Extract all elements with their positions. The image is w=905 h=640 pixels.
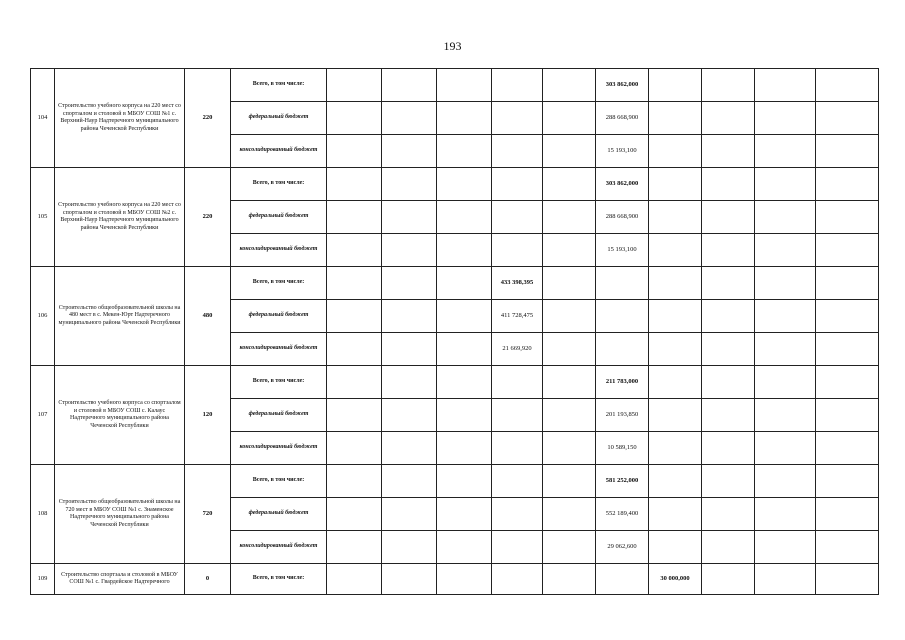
row-number: 108 [31,465,55,564]
empty-cell [382,432,437,465]
amount-cell [492,234,543,267]
empty-cell [543,432,596,465]
empty-cell [543,234,596,267]
amount-cell [492,399,543,432]
amount-cell [492,201,543,234]
empty-cell [816,168,879,201]
amount-cell: 552 189,400 [596,498,649,531]
empty-cell [327,168,382,201]
amount-cell: 10 589,150 [596,432,649,465]
empty-cell [816,465,879,498]
amount-cell [596,267,649,300]
amount-cell [649,102,702,135]
empty-cell [437,201,492,234]
amount-cell [596,300,649,333]
empty-cell [755,102,816,135]
empty-cell [816,135,879,168]
empty-cell [596,564,649,595]
empty-cell [816,366,879,399]
empty-cell [543,531,596,564]
empty-cell [543,333,596,366]
amount-cell [492,102,543,135]
amount-cell [492,498,543,531]
amount-cell: 29 062,600 [596,531,649,564]
empty-cell [702,465,755,498]
empty-cell [382,399,437,432]
empty-cell [327,333,382,366]
empty-cell [437,234,492,267]
amount-cell: 303 862,000 [596,168,649,201]
empty-cell [543,168,596,201]
table-row [31,69,879,102]
amount-cell: 433 398,395 [492,267,543,300]
empty-cell [382,465,437,498]
empty-cell [543,564,596,595]
funding-total-label: Всего, в том числе: [231,267,327,300]
empty-cell [382,333,437,366]
funding-source-label: консолидированный бюджет [231,234,327,267]
amount-cell [649,498,702,531]
funding-total-label: Всего, в том числе: [231,465,327,498]
empty-cell [702,432,755,465]
capacity: 0 [185,564,231,595]
funding-source-label: федеральный бюджет [231,399,327,432]
funding-total-label: Всего, в том числе: [231,69,327,102]
amount-cell [649,135,702,168]
table-row [31,267,879,300]
object-name: Строительство спортзала и столовой в МБОУ СОШ №1 с. Гвардейское Надтеречного [55,564,185,595]
empty-cell [702,168,755,201]
empty-cell [327,399,382,432]
page-number: 193 [443,39,462,53]
empty-cell [755,465,816,498]
empty-cell [702,399,755,432]
amount-cell: 581 252,000 [596,465,649,498]
amount-cell [649,234,702,267]
empty-cell [382,564,437,595]
amount-cell: 211 783,000 [596,366,649,399]
empty-cell [327,564,382,595]
amount-cell [649,366,702,399]
amount-cell: 303 862,000 [596,69,649,102]
empty-cell [543,135,596,168]
funding-source-label: федеральный бюджет [231,300,327,333]
empty-cell [543,69,596,102]
empty-cell [437,300,492,333]
empty-cell [437,135,492,168]
table-row [31,366,879,399]
empty-cell [755,564,816,595]
capacity: 220 [185,69,231,168]
empty-cell [702,333,755,366]
empty-cell [755,333,816,366]
capacity: 720 [185,465,231,564]
amount-cell [649,300,702,333]
amount-cell [492,366,543,399]
empty-cell [755,69,816,102]
empty-cell [382,135,437,168]
empty-cell [702,102,755,135]
empty-cell [492,564,543,595]
amount-cell [649,168,702,201]
empty-cell [702,69,755,102]
amount-cell: 21 669,920 [492,333,543,366]
empty-cell [755,135,816,168]
empty-cell [755,531,816,564]
empty-cell [437,399,492,432]
empty-cell [816,102,879,135]
amount-cell: 201 193,850 [596,399,649,432]
amount-cell [649,465,702,498]
empty-cell [327,201,382,234]
empty-cell [755,432,816,465]
empty-cell [755,201,816,234]
empty-cell [816,498,879,531]
empty-cell [382,531,437,564]
empty-cell [543,465,596,498]
object-name: Строительство учебного корпуса на 220 мест со спортзалом и столовой в МБОУ СОШ №1 с. Верхний-Наур Надтеречного муниципального района Чеченской Республики [55,69,185,168]
funding-total-label: Всего, в том числе: [231,168,327,201]
empty-cell [816,201,879,234]
empty-cell [543,102,596,135]
empty-cell [816,564,879,595]
empty-cell [702,267,755,300]
empty-cell [543,399,596,432]
empty-cell [382,267,437,300]
empty-cell [382,69,437,102]
amount-cell [492,432,543,465]
row-number: 109 [31,564,55,595]
capacity: 480 [185,267,231,366]
funding-total-label: Всего, в том числе: [231,564,327,595]
empty-cell [702,366,755,399]
empty-cell [816,531,879,564]
empty-cell [702,234,755,267]
empty-cell [437,102,492,135]
empty-cell [382,168,437,201]
empty-cell [755,366,816,399]
capacity: 120 [185,366,231,465]
amount-cell [649,69,702,102]
empty-cell [382,498,437,531]
empty-cell [327,102,382,135]
table-row [31,465,879,498]
amount-cell [649,201,702,234]
empty-cell [327,135,382,168]
empty-cell [382,201,437,234]
amount-cell: 288 668,900 [596,102,649,135]
empty-cell [437,168,492,201]
empty-cell [702,564,755,595]
empty-cell [382,366,437,399]
budget-table [30,68,879,595]
empty-cell [755,267,816,300]
row-number: 105 [31,168,55,267]
empty-cell [327,531,382,564]
amount-cell: 15 193,100 [596,135,649,168]
table-row [31,168,879,201]
funding-source-label: федеральный бюджет [231,102,327,135]
empty-cell [437,267,492,300]
amount-cell: 288 668,900 [596,201,649,234]
row-number: 106 [31,267,55,366]
empty-cell [755,399,816,432]
empty-cell [327,300,382,333]
empty-cell [702,531,755,564]
empty-cell [437,465,492,498]
empty-cell [437,432,492,465]
object-name: Строительство учебного корпуса со спортзалом и столовой в МБОУ СОШ с. Калаус Надтеречного муниципального района Чеченской Республики [55,366,185,465]
empty-cell [437,69,492,102]
empty-cell [437,333,492,366]
empty-cell [543,366,596,399]
funding-source-label: консолидированный бюджет [231,333,327,366]
amount-cell [649,432,702,465]
object-name: Строительство учебного корпуса на 220 мест со спортзалом и столовой в МБОУ СОШ №2 с. Верхний-Наур Надтеречного муниципального района Чеченской Республики [55,168,185,267]
object-name: Строительство общеобразовательной школы на 720 мест в МБОУ СОШ №1 с. Знаменское Надтеречного муниципального района Чеченской Республики [55,465,185,564]
amount-cell [649,267,702,300]
empty-cell [437,531,492,564]
amount-cell [492,168,543,201]
empty-cell [327,366,382,399]
empty-cell [702,300,755,333]
amount-cell [492,135,543,168]
amount-cell [649,399,702,432]
amount-cell: 15 193,100 [596,234,649,267]
empty-cell [382,300,437,333]
empty-cell [543,267,596,300]
empty-cell [755,498,816,531]
table-row [31,564,879,595]
row-number: 104 [31,69,55,168]
amount-cell: 411 728,475 [492,300,543,333]
object-name: Строительство общеобразовательной школы на 480 мест в с. Мекен-Юрт Надтеречного муниципального района Чеченской Республики [55,267,185,366]
empty-cell [702,135,755,168]
empty-cell [327,465,382,498]
empty-cell [816,69,879,102]
row-number: 107 [31,366,55,465]
empty-cell [816,300,879,333]
empty-cell [702,498,755,531]
empty-cell [755,234,816,267]
empty-cell [543,300,596,333]
amount-cell [492,69,543,102]
funding-source-label: консолидированный бюджет [231,432,327,465]
empty-cell [437,498,492,531]
empty-cell [816,432,879,465]
empty-cell [327,267,382,300]
empty-cell [755,300,816,333]
empty-cell [816,333,879,366]
empty-cell [702,201,755,234]
empty-cell [755,168,816,201]
empty-cell [543,201,596,234]
empty-cell [327,432,382,465]
empty-cell [437,366,492,399]
empty-cell [382,102,437,135]
empty-cell [327,69,382,102]
amount-cell [492,531,543,564]
empty-cell [327,234,382,267]
amount-cell [649,531,702,564]
empty-cell [816,234,879,267]
amount-cell [649,333,702,366]
table-body [31,69,879,595]
funding-source-label: федеральный бюджет [231,201,327,234]
empty-cell [543,498,596,531]
capacity: 220 [185,168,231,267]
empty-cell [327,498,382,531]
funding-source-label: консолидированный бюджет [231,531,327,564]
amount-cell [492,465,543,498]
empty-cell [382,234,437,267]
amount-cell [596,333,649,366]
funding-source-label: консолидированный бюджет [231,135,327,168]
empty-cell [816,267,879,300]
funding-total-label: Всего, в том числе: [231,366,327,399]
empty-cell [816,399,879,432]
funding-source-label: федеральный бюджет [231,498,327,531]
amount-cell: 30 000,000 [649,564,702,595]
empty-cell [437,564,492,595]
